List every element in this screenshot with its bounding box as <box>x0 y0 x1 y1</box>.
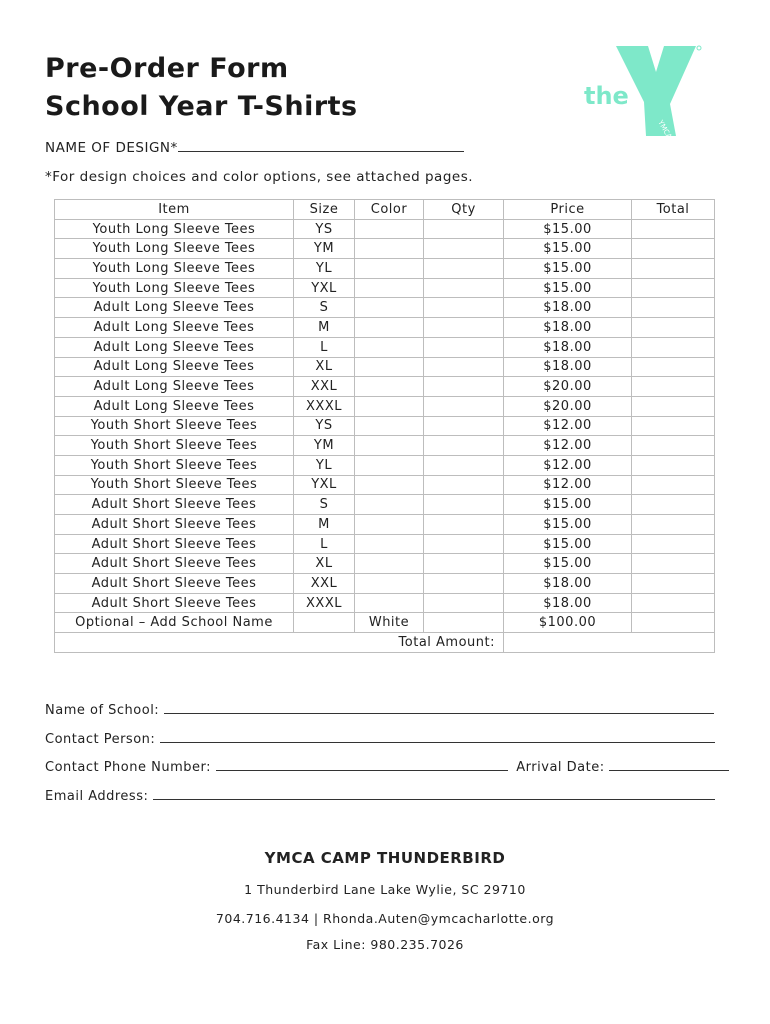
item-cell: Adult Long Sleeve Tees <box>55 377 294 397</box>
size-cell: S <box>294 495 355 515</box>
color-cell[interactable] <box>355 396 424 416</box>
total-amount-field[interactable] <box>504 633 715 653</box>
table-row <box>55 515 715 535</box>
price-cell: $15.00 <box>504 278 632 298</box>
price-cell: $18.00 <box>504 318 632 338</box>
total-cell[interactable] <box>632 416 715 436</box>
size-cell: S <box>294 298 355 318</box>
color-cell[interactable] <box>355 278 424 298</box>
column-header-qty: Qty <box>424 200 504 220</box>
qty-cell[interactable] <box>424 475 504 495</box>
table-header-row <box>55 200 715 220</box>
table-row <box>55 416 715 436</box>
size-cell: YS <box>294 219 355 239</box>
qty-cell[interactable] <box>424 337 504 357</box>
column-header-price: Price <box>504 200 632 220</box>
email-label: Email Address: <box>45 789 149 804</box>
email-field[interactable] <box>153 787 715 800</box>
phone-field[interactable] <box>216 758 508 771</box>
column-header-size: Size <box>294 200 355 220</box>
table-row <box>55 475 715 495</box>
qty-cell[interactable] <box>424 239 504 259</box>
table-row <box>55 259 715 279</box>
logo-the-text: the <box>584 82 629 110</box>
table-row <box>55 554 715 574</box>
table-row <box>55 593 715 613</box>
price-cell: $12.00 <box>504 416 632 436</box>
table-row <box>55 436 715 456</box>
total-cell[interactable] <box>632 534 715 554</box>
price-cell: $15.00 <box>504 259 632 279</box>
size-cell <box>294 613 355 633</box>
item-cell: Adult Short Sleeve Tees <box>55 593 294 613</box>
size-cell: XXL <box>294 574 355 594</box>
qty-cell[interactable] <box>424 396 504 416</box>
item-cell: Adult Short Sleeve Tees <box>55 574 294 594</box>
price-cell: $12.00 <box>504 455 632 475</box>
color-cell[interactable] <box>355 455 424 475</box>
qty-cell[interactable] <box>424 574 504 594</box>
total-cell[interactable] <box>632 495 715 515</box>
price-cell: $15.00 <box>504 495 632 515</box>
total-cell[interactable] <box>632 515 715 535</box>
total-cell[interactable] <box>632 259 715 279</box>
color-cell[interactable] <box>355 298 424 318</box>
size-cell: L <box>294 337 355 357</box>
footer-contact: 704.716.4134 | Rhonda.Auten@ymcacharlotte.org <box>215 911 555 926</box>
school-row <box>45 701 714 718</box>
item-cell: Youth Short Sleeve Tees <box>55 416 294 436</box>
table-row <box>55 613 715 633</box>
order-table <box>54 199 715 653</box>
title-line-2: School Year T-Shirts <box>45 91 358 122</box>
school-label: Name of School: <box>45 703 160 718</box>
footer-fax: Fax Line: 980.235.7026 <box>306 937 464 952</box>
school-field[interactable] <box>164 701 714 714</box>
size-cell: YM <box>294 436 355 456</box>
size-cell: XXL <box>294 377 355 397</box>
item-cell: Adult Short Sleeve Tees <box>55 534 294 554</box>
total-cell[interactable] <box>632 377 715 397</box>
title-line-1: Pre-Order Form <box>45 53 289 84</box>
item-cell: Adult Long Sleeve Tees <box>55 298 294 318</box>
qty-cell[interactable] <box>424 515 504 535</box>
qty-cell[interactable] <box>424 436 504 456</box>
logo-ymca-text: YMCA <box>656 119 674 140</box>
qty-cell[interactable] <box>424 377 504 397</box>
qty-cell[interactable] <box>424 219 504 239</box>
table-row <box>55 377 715 397</box>
table-row <box>55 239 715 259</box>
form-title <box>45 50 358 126</box>
size-cell: XXXL <box>294 593 355 613</box>
color-cell[interactable] <box>355 377 424 397</box>
item-cell: Youth Long Sleeve Tees <box>55 259 294 279</box>
table-row <box>55 534 715 554</box>
design-name-field[interactable] <box>178 139 464 152</box>
table-row <box>55 495 715 515</box>
item-cell: Adult Long Sleeve Tees <box>55 337 294 357</box>
total-cell[interactable] <box>632 219 715 239</box>
table-row <box>55 337 715 357</box>
price-cell: $100.00 <box>504 613 632 633</box>
size-cell: M <box>294 515 355 535</box>
item-cell: Youth Short Sleeve Tees <box>55 436 294 456</box>
total-cell[interactable] <box>632 554 715 574</box>
color-cell[interactable] <box>355 593 424 613</box>
phone-row <box>45 758 729 775</box>
total-cell[interactable] <box>632 475 715 495</box>
price-cell: $20.00 <box>504 377 632 397</box>
color-cell[interactable] <box>355 337 424 357</box>
total-cell[interactable] <box>632 278 715 298</box>
price-cell: $18.00 <box>504 593 632 613</box>
table-row <box>55 396 715 416</box>
color-cell[interactable] <box>355 495 424 515</box>
size-cell: YS <box>294 416 355 436</box>
item-cell: Youth Long Sleeve Tees <box>55 239 294 259</box>
price-cell: $18.00 <box>504 574 632 594</box>
arrival-label: Arrival Date: <box>516 760 605 775</box>
color-cell[interactable] <box>355 318 424 338</box>
qty-cell[interactable] <box>424 455 504 475</box>
size-cell: YL <box>294 259 355 279</box>
color-cell[interactable] <box>355 574 424 594</box>
item-cell: Adult Short Sleeve Tees <box>55 554 294 574</box>
color-cell[interactable] <box>355 239 424 259</box>
qty-cell[interactable] <box>424 593 504 613</box>
table-row <box>55 219 715 239</box>
column-header-color: Color <box>355 200 424 220</box>
color-cell[interactable] <box>355 554 424 574</box>
size-cell: YM <box>294 239 355 259</box>
total-amount-row <box>55 633 715 653</box>
design-name-row <box>45 139 464 156</box>
table-row <box>55 357 715 377</box>
total-cell[interactable] <box>632 396 715 416</box>
color-cell[interactable] <box>355 436 424 456</box>
total-cell[interactable] <box>632 593 715 613</box>
qty-cell[interactable] <box>424 278 504 298</box>
price-cell: $20.00 <box>504 396 632 416</box>
phone-label: Contact Phone Number: <box>45 760 211 775</box>
item-cell: Youth Short Sleeve Tees <box>55 455 294 475</box>
qty-cell[interactable] <box>424 613 504 633</box>
item-cell: Adult Short Sleeve Tees <box>55 495 294 515</box>
total-cell[interactable] <box>632 357 715 377</box>
total-amount-label: Total Amount: <box>355 633 504 653</box>
price-cell: $15.00 <box>504 219 632 239</box>
column-header-total: Total <box>632 200 715 220</box>
color-cell[interactable] <box>355 219 424 239</box>
size-cell: L <box>294 534 355 554</box>
price-cell: $15.00 <box>504 515 632 535</box>
table-row <box>55 574 715 594</box>
qty-cell[interactable] <box>424 495 504 515</box>
price-cell: $18.00 <box>504 357 632 377</box>
color-cell[interactable] <box>355 534 424 554</box>
qty-cell[interactable] <box>424 298 504 318</box>
color-cell[interactable] <box>355 259 424 279</box>
size-cell: M <box>294 318 355 338</box>
footer-org: YMCA CAMP THUNDERBIRD <box>264 849 506 867</box>
item-cell: Youth Long Sleeve Tees <box>55 278 294 298</box>
table-row <box>55 278 715 298</box>
size-cell: XL <box>294 357 355 377</box>
total-row-spacer <box>55 633 355 653</box>
qty-cell[interactable] <box>424 416 504 436</box>
price-cell: $18.00 <box>504 337 632 357</box>
size-cell: YXL <box>294 475 355 495</box>
email-row <box>45 787 715 804</box>
total-cell[interactable] <box>632 436 715 456</box>
item-cell: Youth Long Sleeve Tees <box>55 219 294 239</box>
price-cell: $15.00 <box>504 239 632 259</box>
total-cell[interactable] <box>632 613 715 633</box>
size-cell: XXXL <box>294 396 355 416</box>
total-cell[interactable] <box>632 239 715 259</box>
qty-cell[interactable] <box>424 259 504 279</box>
design-name-label: NAME OF DESIGN* <box>45 140 178 156</box>
item-cell: Youth Short Sleeve Tees <box>55 475 294 495</box>
price-cell: $12.00 <box>504 436 632 456</box>
total-cell[interactable] <box>632 574 715 594</box>
price-cell: $15.00 <box>504 554 632 574</box>
column-header-item: Item <box>55 200 294 220</box>
table-row <box>55 318 715 338</box>
price-cell: $18.00 <box>504 298 632 318</box>
qty-cell[interactable] <box>424 318 504 338</box>
table-row <box>55 298 715 318</box>
total-cell[interactable] <box>632 298 715 318</box>
item-cell: Adult Long Sleeve Tees <box>55 396 294 416</box>
item-cell: Adult Short Sleeve Tees <box>55 515 294 535</box>
item-cell: Optional – Add School Name <box>55 613 294 633</box>
footer-address: 1 Thunderbird Lane Lake Wylie, SC 29710 <box>244 882 526 897</box>
color-cell[interactable] <box>355 475 424 495</box>
table-row <box>55 455 715 475</box>
color-cell[interactable] <box>355 357 424 377</box>
color-cell[interactable] <box>355 515 424 535</box>
total-cell[interactable] <box>632 318 715 338</box>
item-cell: Adult Long Sleeve Tees <box>55 318 294 338</box>
item-cell: Adult Long Sleeve Tees <box>55 357 294 377</box>
total-cell[interactable] <box>632 455 715 475</box>
price-cell: $15.00 <box>504 534 632 554</box>
color-cell[interactable]: White <box>355 613 424 633</box>
ymca-logo-icon <box>582 42 704 140</box>
contact-row <box>45 730 715 747</box>
design-note: *For design choices and color options, see attached pages. <box>45 169 474 185</box>
size-cell: YL <box>294 455 355 475</box>
contact-label: Contact Person: <box>45 732 156 747</box>
contact-field[interactable] <box>160 730 715 743</box>
arrival-field[interactable] <box>609 758 729 771</box>
color-cell[interactable] <box>355 416 424 436</box>
qty-cell[interactable] <box>424 357 504 377</box>
qty-cell[interactable] <box>424 534 504 554</box>
size-cell: YXL <box>294 278 355 298</box>
qty-cell[interactable] <box>424 554 504 574</box>
price-cell: $12.00 <box>504 475 632 495</box>
size-cell: XL <box>294 554 355 574</box>
total-cell[interactable] <box>632 337 715 357</box>
